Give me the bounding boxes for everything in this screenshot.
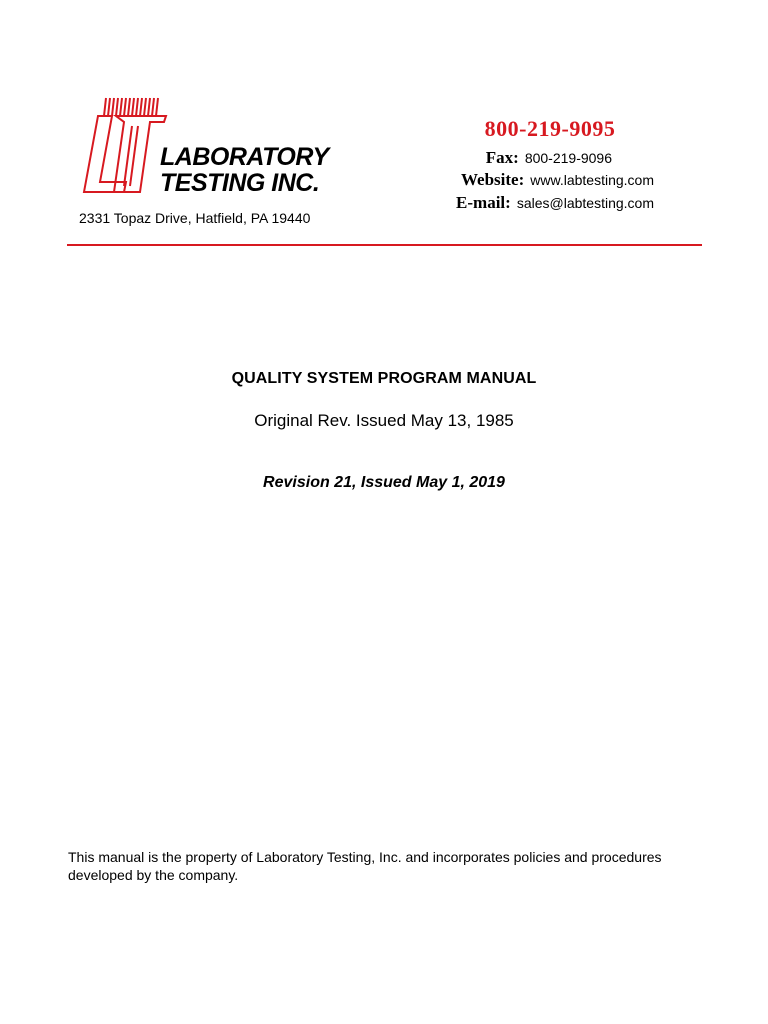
current-revision: Revision 21, Issued May 1, 2019 [263, 474, 505, 491]
company-name-line2: TESTING INC. [160, 169, 320, 197]
fax-line [486, 148, 612, 168]
ownership-note: This manual is the property of Laboratory Testing, Inc. and incorporates policies and procedures developed by the company. [68, 849, 662, 883]
website-link[interactable]: www.labtesting.com [530, 172, 654, 188]
company-name-line1: LABORATORY [160, 143, 329, 171]
fax-label: Fax: [485, 148, 519, 167]
website-label: Website: [461, 170, 525, 189]
phone-number[interactable]: 800-219-9095 [484, 116, 616, 141]
website-line [461, 170, 654, 190]
document-title: QUALITY SYSTEM PROGRAM MANUAL [231, 370, 537, 387]
email-link[interactable]: sales@labtesting.com [516, 195, 654, 211]
company-name [160, 144, 329, 196]
header-divider [67, 244, 702, 246]
email-line [456, 193, 654, 213]
company-address: 2331 Topaz Drive, Hatfield, PA 19440 [79, 210, 311, 226]
email-label: E-mail: [456, 193, 511, 212]
original-revision: Original Rev. Issued May 13, 1985 [254, 411, 514, 430]
company-logo [80, 94, 356, 198]
fax-value: 800-219-9096 [524, 150, 612, 166]
